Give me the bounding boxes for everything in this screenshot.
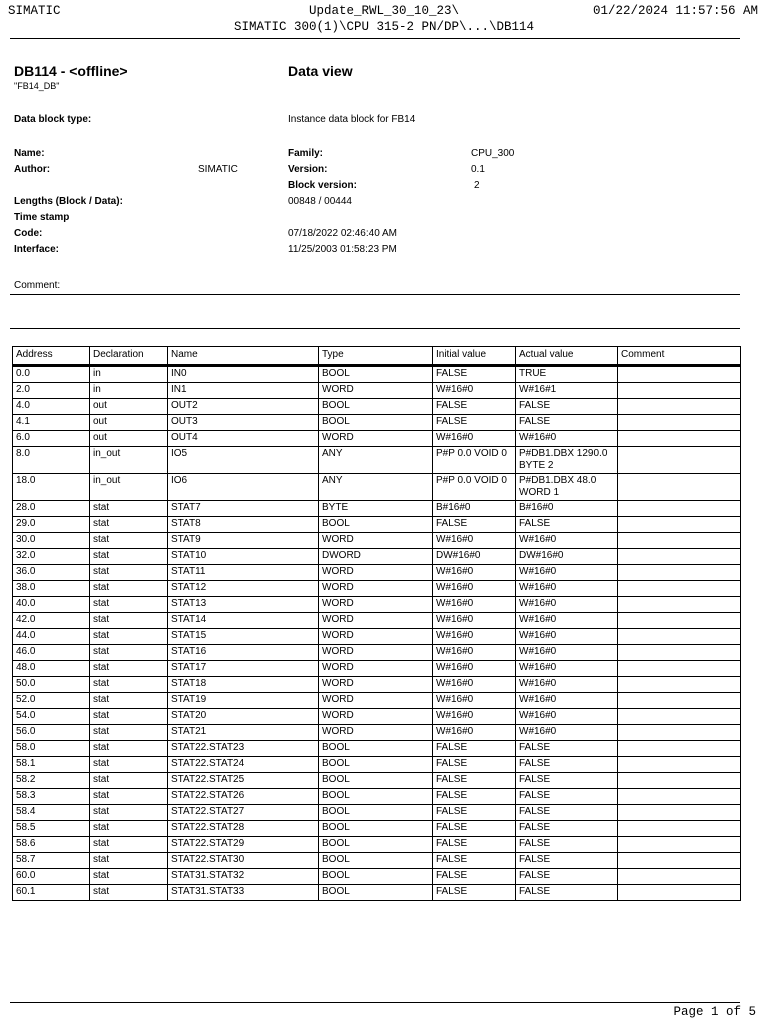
table-row (13, 853, 741, 869)
cell-initial-value: FALSE (433, 415, 516, 431)
cell-comment (618, 613, 741, 629)
cell-declaration: stat (90, 869, 168, 885)
cell-comment (618, 399, 741, 415)
cell-address: 58.7 (13, 853, 90, 869)
cell-type: BOOL (319, 869, 433, 885)
cell-name: STAT19 (168, 693, 319, 709)
cell-type: WORD (319, 677, 433, 693)
cell-name: STAT22.STAT24 (168, 757, 319, 773)
cell-initial-value: W#16#0 (433, 693, 516, 709)
cell-address: 46.0 (13, 645, 90, 661)
cell-type: WORD (319, 661, 433, 677)
table-row (13, 629, 741, 645)
cell-comment (618, 533, 741, 549)
cell-initial-value: FALSE (433, 853, 516, 869)
cell-address: 36.0 (13, 565, 90, 581)
cell-initial-value: FALSE (433, 821, 516, 837)
cell-declaration: stat (90, 661, 168, 677)
cell-comment (618, 581, 741, 597)
cell-comment (618, 821, 741, 837)
cell-declaration: out (90, 399, 168, 415)
cell-declaration: out (90, 415, 168, 431)
cell-type: BOOL (319, 517, 433, 533)
cell-name: IO5 (168, 447, 319, 474)
cell-type: BOOL (319, 773, 433, 789)
cell-actual-value: W#16#0 (516, 693, 618, 709)
cell-actual-value: W#16#0 (516, 645, 618, 661)
cell-initial-value: FALSE (433, 805, 516, 821)
cell-address: 32.0 (13, 549, 90, 565)
cell-actual-value: B#16#0 (516, 501, 618, 517)
column-header-comment: Comment (618, 347, 741, 366)
cell-actual-value: FALSE (516, 773, 618, 789)
cell-initial-value: FALSE (433, 789, 516, 805)
cell-name: STAT8 (168, 517, 319, 533)
cell-name: STAT11 (168, 565, 319, 581)
table-row (13, 645, 741, 661)
cell-comment (618, 474, 741, 501)
cell-type: WORD (319, 565, 433, 581)
cell-type: WORD (319, 629, 433, 645)
cell-actual-value: FALSE (516, 821, 618, 837)
cell-comment (618, 565, 741, 581)
block-subtitle: "FB14_DB" (14, 81, 60, 91)
cell-initial-value: W#16#0 (433, 613, 516, 629)
code-label: Code: (14, 228, 43, 239)
cell-initial-value: W#16#0 (433, 629, 516, 645)
cell-name: STAT22.STAT30 (168, 853, 319, 869)
cell-address: 4.0 (13, 399, 90, 415)
cell-address: 42.0 (13, 613, 90, 629)
cell-comment (618, 645, 741, 661)
table-row (13, 533, 741, 549)
cell-actual-value: FALSE (516, 805, 618, 821)
cell-name: STAT21 (168, 725, 319, 741)
cell-name: STAT22.STAT23 (168, 741, 319, 757)
cell-declaration: stat (90, 581, 168, 597)
cell-name: STAT17 (168, 661, 319, 677)
cell-initial-value: FALSE (433, 517, 516, 533)
footer-divider (10, 1002, 740, 1003)
cell-declaration: stat (90, 741, 168, 757)
cell-initial-value: DW#16#0 (433, 549, 516, 565)
cell-actual-value: W#16#0 (516, 565, 618, 581)
cell-name: STAT15 (168, 629, 319, 645)
cell-initial-value: W#16#0 (433, 725, 516, 741)
cell-name: STAT31.STAT33 (168, 885, 319, 901)
cell-initial-value: FALSE (433, 869, 516, 885)
cell-actual-value: FALSE (516, 869, 618, 885)
cell-declaration: stat (90, 837, 168, 853)
cell-actual-value: FALSE (516, 757, 618, 773)
cell-comment (618, 415, 741, 431)
table-row (13, 885, 741, 901)
cell-initial-value: W#16#0 (433, 533, 516, 549)
cell-comment (618, 549, 741, 565)
cell-name: STAT22.STAT28 (168, 821, 319, 837)
cell-initial-value: W#16#0 (433, 677, 516, 693)
cell-initial-value: P#P 0.0 VOID 0 (433, 474, 516, 501)
cell-declaration: stat (90, 677, 168, 693)
cell-type: WORD (319, 581, 433, 597)
cell-type: WORD (319, 613, 433, 629)
cell-comment (618, 629, 741, 645)
cell-type: WORD (319, 709, 433, 725)
cell-name: STAT13 (168, 597, 319, 613)
cell-comment (618, 597, 741, 613)
family-value: CPU_300 (471, 148, 515, 159)
table-row (13, 447, 741, 474)
table-row (13, 581, 741, 597)
cell-type: WORD (319, 431, 433, 447)
table-row (13, 741, 741, 757)
cell-address: 48.0 (13, 661, 90, 677)
cell-comment (618, 773, 741, 789)
cell-address: 40.0 (13, 597, 90, 613)
cell-type: BOOL (319, 741, 433, 757)
cell-type: BOOL (319, 805, 433, 821)
view-title: Data view (288, 63, 353, 79)
cell-declaration: stat (90, 773, 168, 789)
lengths-value: 00848 / 00444 (288, 196, 352, 207)
cell-address: 6.0 (13, 431, 90, 447)
cell-comment (618, 885, 741, 901)
cell-initial-value: FALSE (433, 885, 516, 901)
cell-declaration: stat (90, 709, 168, 725)
table-body (13, 366, 741, 901)
cell-type: BOOL (319, 415, 433, 431)
cell-name: STAT16 (168, 645, 319, 661)
cell-actual-value: W#16#0 (516, 597, 618, 613)
header-datetime: 01/22/2024 11:57:56 AM (592, 4, 758, 18)
cell-address: 56.0 (13, 725, 90, 741)
cell-declaration: stat (90, 725, 168, 741)
cell-name: STAT18 (168, 677, 319, 693)
cell-address: 58.0 (13, 741, 90, 757)
cell-declaration: stat (90, 517, 168, 533)
cell-comment (618, 661, 741, 677)
cell-type: BYTE (319, 501, 433, 517)
cell-declaration: stat (90, 549, 168, 565)
cell-declaration: out (90, 431, 168, 447)
cell-declaration: stat (90, 821, 168, 837)
table-row (13, 613, 741, 629)
cell-type: WORD (319, 645, 433, 661)
table-row (13, 431, 741, 447)
cell-name: OUT4 (168, 431, 319, 447)
cell-type: BOOL (319, 853, 433, 869)
cell-address: 44.0 (13, 629, 90, 645)
cell-actual-value: FALSE (516, 789, 618, 805)
interface-timestamp: 11/25/2003 01:58:23 PM (288, 244, 397, 255)
cell-initial-value: W#16#0 (433, 565, 516, 581)
cell-address: 58.4 (13, 805, 90, 821)
code-timestamp: 07/18/2022 02:46:40 AM (288, 228, 397, 239)
cell-comment (618, 677, 741, 693)
cell-name: STAT7 (168, 501, 319, 517)
column-header-address: Address (13, 347, 90, 366)
cell-name: STAT22.STAT27 (168, 805, 319, 821)
cell-comment (618, 447, 741, 474)
table-row (13, 399, 741, 415)
cell-name: IO6 (168, 474, 319, 501)
cell-declaration: stat (90, 533, 168, 549)
cell-type: ANY (319, 447, 433, 474)
cell-comment (618, 837, 741, 853)
cell-address: 4.1 (13, 415, 90, 431)
cell-address: 38.0 (13, 581, 90, 597)
cell-actual-value: P#DB1.DBX 48.0 WORD 1 (516, 474, 618, 501)
block-type-value: Instance data block for FB14 (288, 114, 416, 125)
cell-initial-value: W#16#0 (433, 645, 516, 661)
cell-declaration: in_out (90, 447, 168, 474)
cell-declaration: in (90, 383, 168, 399)
cell-declaration: stat (90, 805, 168, 821)
cell-actual-value: W#16#0 (516, 431, 618, 447)
cell-declaration: stat (90, 885, 168, 901)
cell-initial-value: FALSE (433, 741, 516, 757)
cell-actual-value: FALSE (516, 837, 618, 853)
cell-comment (618, 366, 741, 383)
cell-type: WORD (319, 383, 433, 399)
column-header-type: Type (319, 347, 433, 366)
cell-initial-value: B#16#0 (433, 501, 516, 517)
cell-name: IN0 (168, 366, 319, 383)
cell-name: STAT10 (168, 549, 319, 565)
interface-label: Interface: (14, 244, 60, 255)
block-type-label: Data block type: (14, 114, 92, 125)
cell-actual-value: W#16#0 (516, 677, 618, 693)
timestamp-label: Time stamp (14, 212, 70, 223)
cell-actual-value: W#16#0 (516, 661, 618, 677)
cell-name: STAT9 (168, 533, 319, 549)
cell-actual-value: P#DB1.DBX 1290.0 BYTE 2 (516, 447, 618, 474)
cell-comment (618, 517, 741, 533)
cell-initial-value: W#16#0 (433, 581, 516, 597)
lengths-label: Lengths (Block / Data): (14, 196, 123, 207)
cell-declaration: stat (90, 501, 168, 517)
cell-actual-value: FALSE (516, 853, 618, 869)
cell-name: STAT12 (168, 581, 319, 597)
cell-comment (618, 431, 741, 447)
cell-actual-value: W#16#1 (516, 383, 618, 399)
cell-comment (618, 693, 741, 709)
cell-initial-value: W#16#0 (433, 431, 516, 447)
cell-name: STAT31.STAT32 (168, 869, 319, 885)
cell-actual-value: FALSE (516, 741, 618, 757)
header-project-path: Update_RWL_30_10_23\ (308, 4, 460, 18)
cell-address: 30.0 (13, 533, 90, 549)
cell-actual-value: FALSE (516, 885, 618, 901)
cell-comment (618, 869, 741, 885)
table-row (13, 501, 741, 517)
cell-initial-value: FALSE (433, 366, 516, 383)
cell-address: 58.2 (13, 773, 90, 789)
cell-name: OUT2 (168, 399, 319, 415)
cell-comment (618, 805, 741, 821)
cell-address: 18.0 (13, 474, 90, 501)
cell-comment (618, 709, 741, 725)
cell-address: 2.0 (13, 383, 90, 399)
cell-initial-value: FALSE (433, 773, 516, 789)
section-divider (10, 328, 740, 329)
table-row (13, 549, 741, 565)
column-header-initial-value: Initial value (433, 347, 516, 366)
version-label: Version: (288, 164, 328, 175)
cell-name: OUT3 (168, 415, 319, 431)
table-row (13, 837, 741, 853)
cell-declaration: stat (90, 789, 168, 805)
cell-type: DWORD (319, 549, 433, 565)
table-row (13, 869, 741, 885)
cell-address: 58.6 (13, 837, 90, 853)
header-app-name: SIMATIC (8, 4, 61, 18)
cell-actual-value: W#16#0 (516, 709, 618, 725)
cell-declaration: stat (90, 757, 168, 773)
cell-address: 60.0 (13, 869, 90, 885)
cell-address: 60.1 (13, 885, 90, 901)
cell-type: WORD (319, 693, 433, 709)
cell-initial-value: W#16#0 (433, 597, 516, 613)
cell-address: 54.0 (13, 709, 90, 725)
cell-comment (618, 725, 741, 741)
cell-type: BOOL (319, 821, 433, 837)
column-header-declaration: Declaration (90, 347, 168, 366)
cell-declaration: stat (90, 645, 168, 661)
table-row (13, 474, 741, 501)
cell-initial-value: FALSE (433, 837, 516, 853)
cell-actual-value: FALSE (516, 399, 618, 415)
cell-comment (618, 853, 741, 869)
table-row (13, 565, 741, 581)
cell-type: WORD (319, 725, 433, 741)
comment-label: Comment: (14, 280, 61, 291)
cell-name: IN1 (168, 383, 319, 399)
table-row (13, 789, 741, 805)
cell-declaration: stat (90, 597, 168, 613)
table-row (13, 773, 741, 789)
header-divider (10, 38, 740, 39)
cell-comment (618, 789, 741, 805)
table-row (13, 661, 741, 677)
table-row (13, 597, 741, 613)
block-version-value: 2 (474, 180, 480, 191)
comment-divider (10, 294, 740, 295)
cell-declaration: stat (90, 565, 168, 581)
cell-declaration: stat (90, 853, 168, 869)
cell-initial-value: FALSE (433, 399, 516, 415)
cell-actual-value: FALSE (516, 415, 618, 431)
table-row (13, 757, 741, 773)
cell-name: STAT22.STAT29 (168, 837, 319, 853)
cell-name: STAT22.STAT26 (168, 789, 319, 805)
table-row (13, 383, 741, 399)
cell-type: BOOL (319, 366, 433, 383)
cell-initial-value: W#16#0 (433, 709, 516, 725)
author-value: SIMATIC (198, 164, 238, 175)
cell-initial-value: FALSE (433, 757, 516, 773)
cell-type: BOOL (319, 885, 433, 901)
cell-type: BOOL (319, 837, 433, 853)
header-block-path: SIMATIC 300(1)\CPU 315-2 PN/DP\...\DB114 (233, 20, 535, 34)
cell-declaration: in_out (90, 474, 168, 501)
cell-address: 58.5 (13, 821, 90, 837)
version-value: 0.1 (471, 164, 485, 175)
page-number: Page 1 of 5 (673, 1005, 756, 1019)
cell-declaration: stat (90, 693, 168, 709)
cell-actual-value: DW#16#0 (516, 549, 618, 565)
cell-address: 29.0 (13, 517, 90, 533)
cell-actual-value: W#16#0 (516, 725, 618, 741)
cell-address: 28.0 (13, 501, 90, 517)
table-row (13, 366, 741, 383)
table-row (13, 517, 741, 533)
cell-type: WORD (319, 533, 433, 549)
table-header-row (13, 347, 741, 366)
cell-actual-value: W#16#0 (516, 533, 618, 549)
cell-name: STAT20 (168, 709, 319, 725)
cell-declaration: stat (90, 629, 168, 645)
cell-type: BOOL (319, 789, 433, 805)
cell-address: 8.0 (13, 447, 90, 474)
cell-type: WORD (319, 597, 433, 613)
cell-actual-value: W#16#0 (516, 613, 618, 629)
column-header-actual-value: Actual value (516, 347, 618, 366)
cell-initial-value: P#P 0.0 VOID 0 (433, 447, 516, 474)
block-title: DB114 - <offline> (14, 63, 128, 79)
author-label: Author: (14, 164, 51, 175)
cell-actual-value: FALSE (516, 517, 618, 533)
cell-initial-value: W#16#0 (433, 383, 516, 399)
cell-name: STAT22.STAT25 (168, 773, 319, 789)
table-row (13, 725, 741, 741)
cell-name: STAT14 (168, 613, 319, 629)
table-row (13, 805, 741, 821)
column-header-name: Name (168, 347, 319, 366)
cell-declaration: stat (90, 613, 168, 629)
cell-address: 52.0 (13, 693, 90, 709)
data-table (12, 346, 741, 901)
cell-comment (618, 501, 741, 517)
block-version-label: Block version: (288, 180, 357, 191)
cell-address: 58.1 (13, 757, 90, 773)
cell-comment (618, 741, 741, 757)
table-row (13, 821, 741, 837)
cell-initial-value: W#16#0 (433, 661, 516, 677)
cell-type: BOOL (319, 757, 433, 773)
cell-type: BOOL (319, 399, 433, 415)
table-row (13, 693, 741, 709)
cell-actual-value: W#16#0 (516, 581, 618, 597)
cell-declaration: in (90, 366, 168, 383)
cell-type: ANY (319, 474, 433, 501)
table-row (13, 709, 741, 725)
cell-comment (618, 757, 741, 773)
family-label: Family: (288, 148, 324, 159)
cell-address: 50.0 (13, 677, 90, 693)
cell-address: 58.3 (13, 789, 90, 805)
table-row (13, 677, 741, 693)
name-label: Name: (14, 148, 45, 159)
cell-actual-value: TRUE (516, 366, 618, 383)
cell-actual-value: W#16#0 (516, 629, 618, 645)
cell-address: 0.0 (13, 366, 90, 383)
table-row (13, 415, 741, 431)
cell-comment (618, 383, 741, 399)
